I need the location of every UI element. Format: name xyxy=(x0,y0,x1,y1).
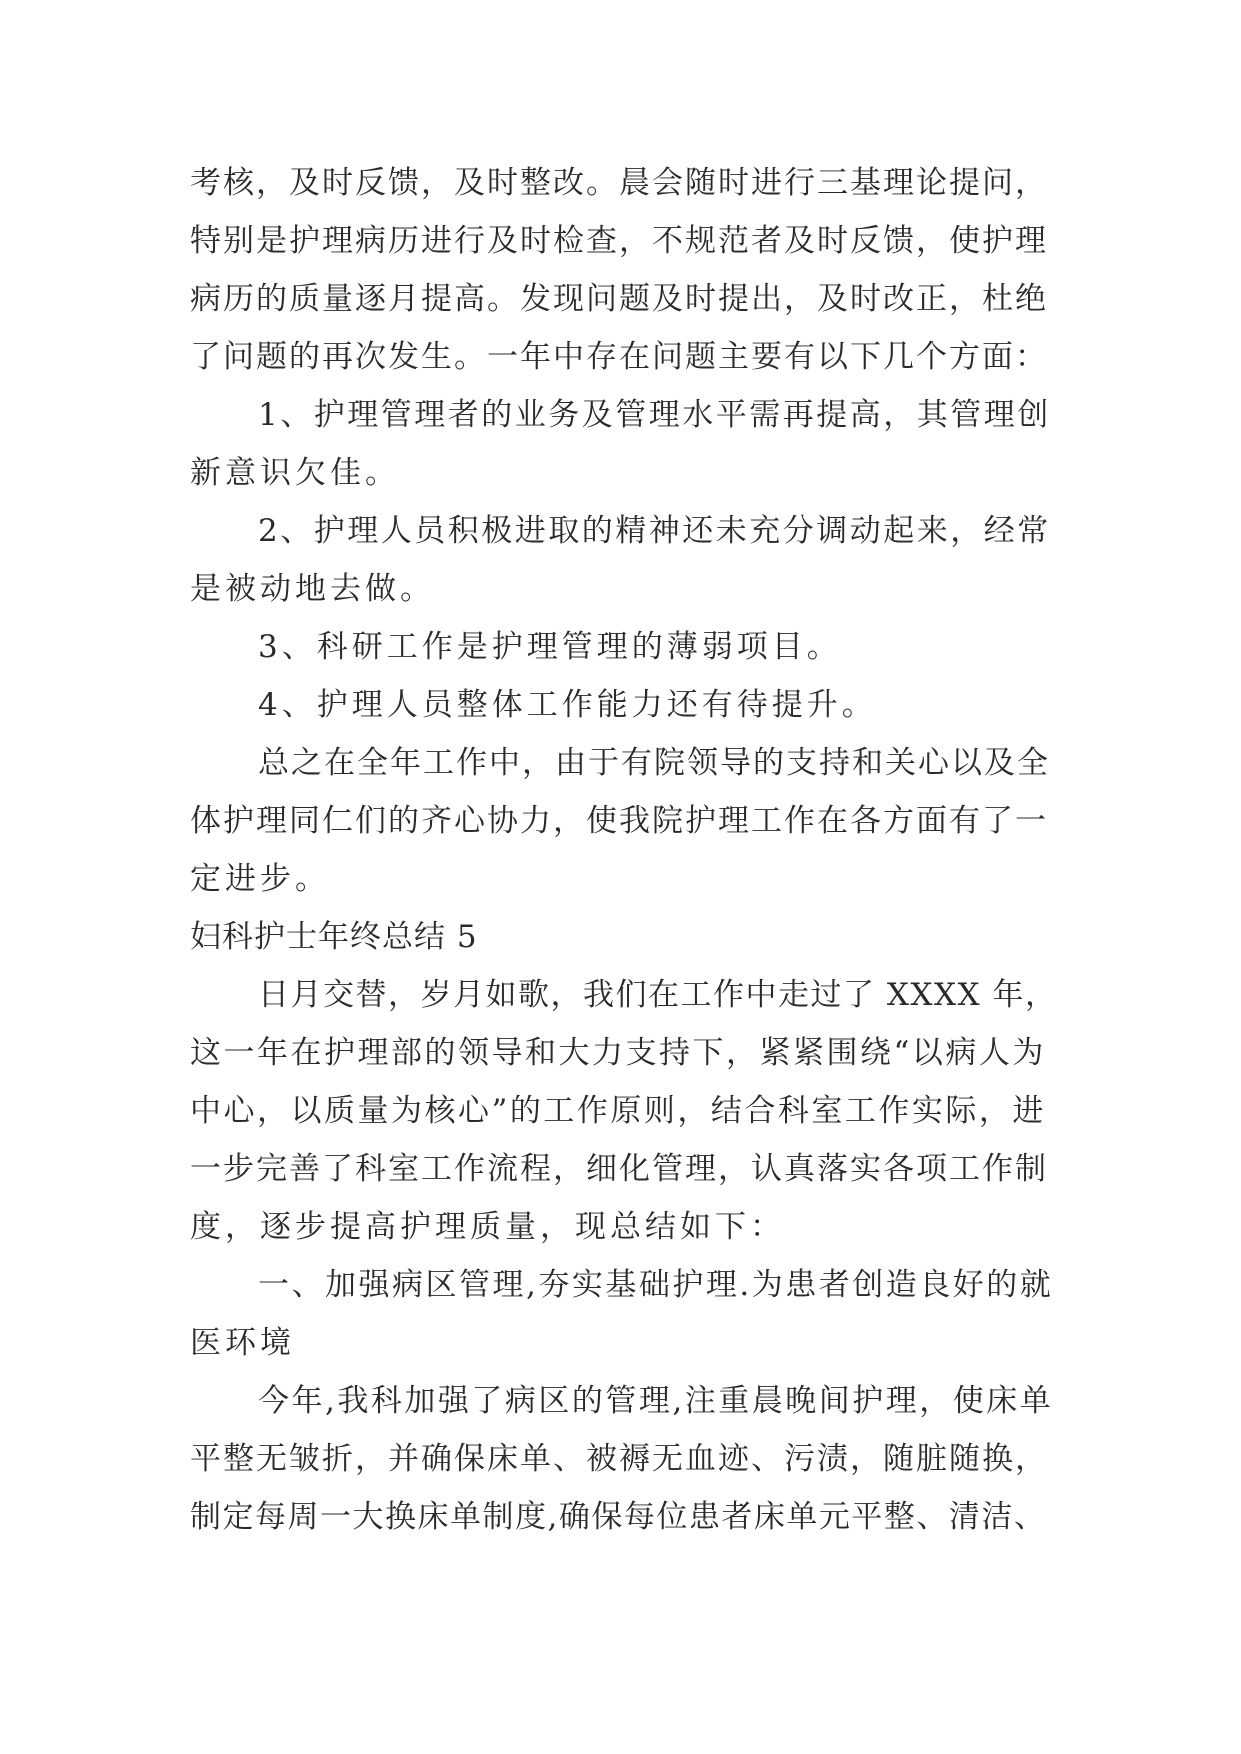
text-line: 病历的质量逐月提高。发现问题及时提出，及时改正，杜绝 xyxy=(190,281,1048,317)
text-line: 2、护理人员积极进取的精神还未充分调动起来，经常 xyxy=(258,513,1051,549)
text-line: 一步完善了科室工作流程，细化管理，认真落实各项工作制 xyxy=(190,1151,1048,1187)
text-line: 日月交替，岁月如歌，我们在工作中走过了 XXXX 年， xyxy=(258,977,1058,1013)
text-line: 考核，及时反馈，及时整改。晨会随时进行三基理论提问， xyxy=(190,165,1048,201)
text-line: 一、加强病区管理,夯实基础护理.为患者创造良好的就 xyxy=(258,1267,1054,1303)
text-line: 平整无皱折，并确保床单、被褥无血迹、污渍，随脏随换， xyxy=(190,1441,1048,1477)
section-heading: 妇科护士年终总结 5 xyxy=(190,919,478,955)
text-line: 新意识欠佳。 xyxy=(190,455,400,491)
text-line: 制定每周一大换床单制度,确保每位患者床单元平整、清洁、 xyxy=(190,1499,1047,1535)
document-body xyxy=(190,154,1058,1546)
text-line: 特别是护理病历进行及时检查，不规范者及时反馈，使护理 xyxy=(190,223,1048,259)
text-line: 这一年在护理部的领导和大力支持下，紧紧围绕“以病人为 xyxy=(190,1035,1046,1071)
text-line: 1、护理管理者的业务及管理水平需再提高，其管理创 xyxy=(258,397,1051,433)
text-line: 体护理同仁们的齐心协力，使我院护理工作在各方面有了一 xyxy=(190,803,1048,839)
text-line: 总之在全年工作中，由于有院领导的支持和关心以及全 xyxy=(258,745,1050,781)
text-line: 定进步。 xyxy=(190,861,330,897)
text-line: 3、科研工作是护理管理的薄弱项目。 xyxy=(258,629,842,665)
text-line: 医环境 xyxy=(190,1325,295,1361)
text-line: 了问题的再次发生。一年中存在问题主要有以下几个方面： xyxy=(190,339,1048,375)
text-line: 是被动地去做。 xyxy=(190,571,435,607)
text-line: 今年,我科加强了病区的管理,注重晨晚间护理，使床单 xyxy=(258,1383,1054,1419)
text-line: 4、护理人员整体工作能力还有待提升。 xyxy=(258,687,877,723)
text-line: 中心，以质量为核心”的工作原则，结合科室工作实际，进 xyxy=(190,1093,1046,1129)
text-line: 度，逐步提高护理质量，现总结如下： xyxy=(190,1209,785,1245)
